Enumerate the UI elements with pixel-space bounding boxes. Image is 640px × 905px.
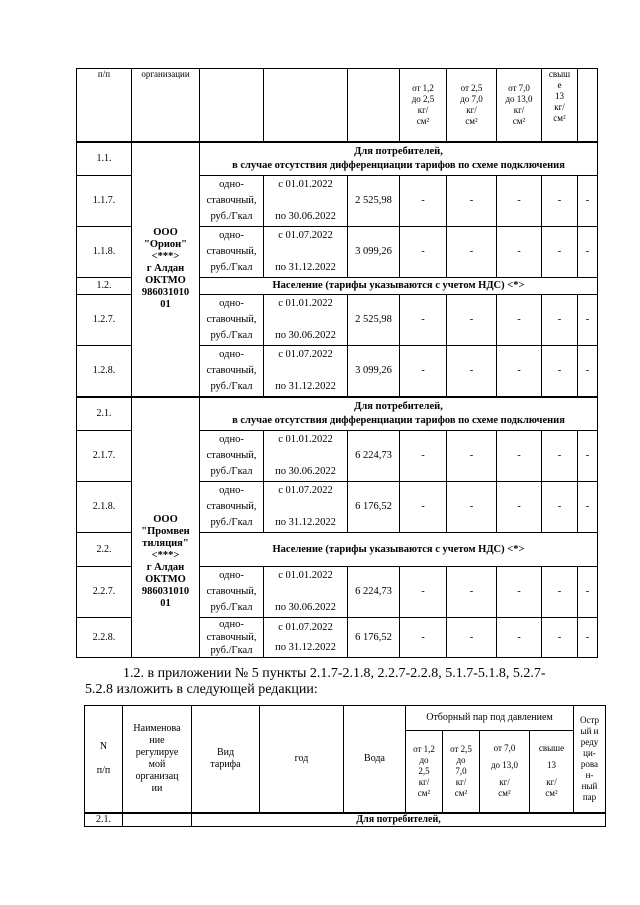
tariff-type: одно- ставочный, руб./Гкал	[200, 346, 264, 397]
header-organization: Наименова ние регулируе мой организац ии	[123, 706, 192, 813]
dash: -	[542, 176, 578, 227]
dash: -	[400, 227, 447, 278]
section-consumers: Для потребителей, в случае отсутствия дифференциации тарифов по схеме подключения	[200, 142, 598, 176]
dash: -	[400, 618, 447, 658]
header-sharp-steam	[578, 69, 598, 142]
dash: -	[497, 227, 542, 278]
organization-orion: ООО "Орион" <***> г Алдан ОКТМО 986031010 01	[132, 142, 200, 397]
row-number: 1.1.	[77, 142, 132, 176]
paragraph-line-2: 5.2.8 изложить в следующей редакции:	[85, 682, 318, 697]
header-sharp-steam: Остр ый и реду ци- рова н- ный пар	[574, 706, 606, 813]
tariff-period: с 01.01.2022 по 30.06.2022	[264, 176, 348, 227]
tariff-period: с 01.01.2022 по 30.06.2022	[264, 295, 348, 346]
paragraph-line-1: 1.2. в приложении № 5 пункты 2.1.7-2.1.8, 2.2.7-2.2.8, 5.1.7-5.1.8, 5.2.7-	[123, 666, 546, 681]
tariff-period: с 01.07.2022 по 31.12.2022	[264, 482, 348, 533]
header-pressure-4: свыш е 13 кг/ см²	[542, 69, 578, 142]
tariff-type: одно- ставочный, руб./Гкал	[200, 567, 264, 618]
water-value: 6 176,52	[348, 482, 400, 533]
tariff-type: одно- ставочный, руб./Гкал	[200, 227, 264, 278]
dash: -	[542, 618, 578, 658]
dash: -	[497, 618, 542, 658]
dash: -	[400, 482, 447, 533]
water-value: 6 224,73	[348, 567, 400, 618]
tariff-type: одно- ставочный, руб./Гкал	[200, 176, 264, 227]
header-pressure-1: от 1,2 до 2,5 кг/ см²	[400, 69, 447, 142]
header-year: год	[260, 706, 344, 813]
dash: -	[542, 482, 578, 533]
tariff-period: с 01.07.2022 по 31.12.2022	[264, 618, 348, 658]
section-consumers: Для потребителей,	[192, 813, 606, 827]
dash: -	[542, 295, 578, 346]
header-num-cell: п/п	[77, 69, 132, 142]
section-consumers: Для потребителей, в случае отсутствия дифференциации тарифов по схеме подключения	[200, 397, 598, 431]
water-value: 3 099,26	[348, 227, 400, 278]
dash: -	[447, 295, 497, 346]
tariff-period: с 01.01.2022 по 30.06.2022	[264, 567, 348, 618]
header-pressure-3: от 7,0 до 13,0 кг/ см²	[480, 731, 530, 813]
dash: -	[542, 227, 578, 278]
header-pressure-1: от 1,2 до 2,5 кг/ см²	[406, 731, 443, 813]
dash: -	[400, 567, 447, 618]
header-water: Вода	[344, 706, 406, 813]
dash: -	[400, 295, 447, 346]
tariff-table-1	[76, 68, 598, 658]
water-value: 3 099,26	[348, 346, 400, 397]
tariff-type: одно- ставочный, руб./Гкал	[200, 482, 264, 533]
section-population: Население (тарифы указываются с учетом НДС) <*>	[200, 278, 598, 295]
row-number: 1.1.8.	[77, 227, 132, 278]
header-tariff-type: Вид тарифа	[192, 706, 260, 813]
header-pressure-4: свыше 13 кг/ см²	[530, 731, 574, 813]
row-number: 2.2.	[77, 533, 132, 567]
dash: -	[578, 176, 598, 227]
header-pressure-2: от 2,5 до 7,0 кг/ см²	[447, 69, 497, 142]
row-number: 2.1.7.	[77, 431, 132, 482]
dash: -	[497, 295, 542, 346]
tariff-type: одно- ставочный, руб./Гкал	[200, 295, 264, 346]
header-year-cell	[264, 69, 348, 142]
tariff-table-2	[84, 705, 606, 827]
header-pressure-3: от 7,0 до 13,0 кг/ см²	[497, 69, 542, 142]
dash: -	[578, 482, 598, 533]
dash: -	[447, 567, 497, 618]
row-number: 1.2.7.	[77, 295, 132, 346]
organization-cell	[123, 813, 192, 827]
water-value: 6 176,52	[348, 618, 400, 658]
dash: -	[447, 227, 497, 278]
dash: -	[497, 346, 542, 397]
water-value: 2 525,98	[348, 176, 400, 227]
dash: -	[400, 176, 447, 227]
dash: -	[578, 295, 598, 346]
dash: -	[578, 346, 598, 397]
dash: -	[578, 567, 598, 618]
tariff-period: с 01.07.2022 по 31.12.2022	[264, 227, 348, 278]
tariff-type: одно- ставочный, руб./Гкал	[200, 431, 264, 482]
dash: -	[542, 431, 578, 482]
dash: -	[578, 227, 598, 278]
row-number: 2.1.	[77, 397, 132, 431]
water-value: 2 525,98	[348, 295, 400, 346]
dash: -	[578, 618, 598, 658]
dash: -	[578, 431, 598, 482]
dash: -	[542, 346, 578, 397]
dash: -	[447, 346, 497, 397]
row-number: 2.1.8.	[77, 482, 132, 533]
section-population: Население (тарифы указываются с учетом НДС) <*>	[200, 533, 598, 567]
row-number: 2.1.	[85, 813, 123, 827]
tariff-type: одно- ставочный, руб./Гкал	[200, 618, 264, 658]
header-type-cell	[200, 69, 264, 142]
dash: -	[400, 431, 447, 482]
header-pressure-2: от 2,5 до 7,0 кг/ см²	[443, 731, 480, 813]
dash: -	[447, 176, 497, 227]
header-org-cell: организации	[132, 69, 200, 142]
dash: -	[400, 346, 447, 397]
organization-promventilyatsiya: ООО "Промвен тиляция" <***> г Алдан ОКТМО 986031010 01	[132, 397, 200, 658]
dash: -	[447, 431, 497, 482]
dash: -	[497, 567, 542, 618]
row-number: 2.2.8.	[77, 618, 132, 658]
tariff-period: с 01.07.2022 по 31.12.2022	[264, 346, 348, 397]
tariff-period: с 01.01.2022 по 30.06.2022	[264, 431, 348, 482]
dash: -	[542, 567, 578, 618]
row-number: 1.2.	[77, 278, 132, 295]
dash: -	[497, 482, 542, 533]
dash: -	[447, 618, 497, 658]
water-value: 6 224,73	[348, 431, 400, 482]
dash: -	[497, 176, 542, 227]
header-number: N п/п	[85, 706, 123, 813]
header-selected-steam: Отборный пар под давлением	[406, 706, 574, 731]
row-number: 2.2.7.	[77, 567, 132, 618]
amendment-paragraph	[85, 666, 605, 698]
row-number: 1.2.8.	[77, 346, 132, 397]
row-number: 1.1.7.	[77, 176, 132, 227]
dash: -	[497, 431, 542, 482]
dash: -	[447, 482, 497, 533]
header-water-cell	[348, 69, 400, 142]
